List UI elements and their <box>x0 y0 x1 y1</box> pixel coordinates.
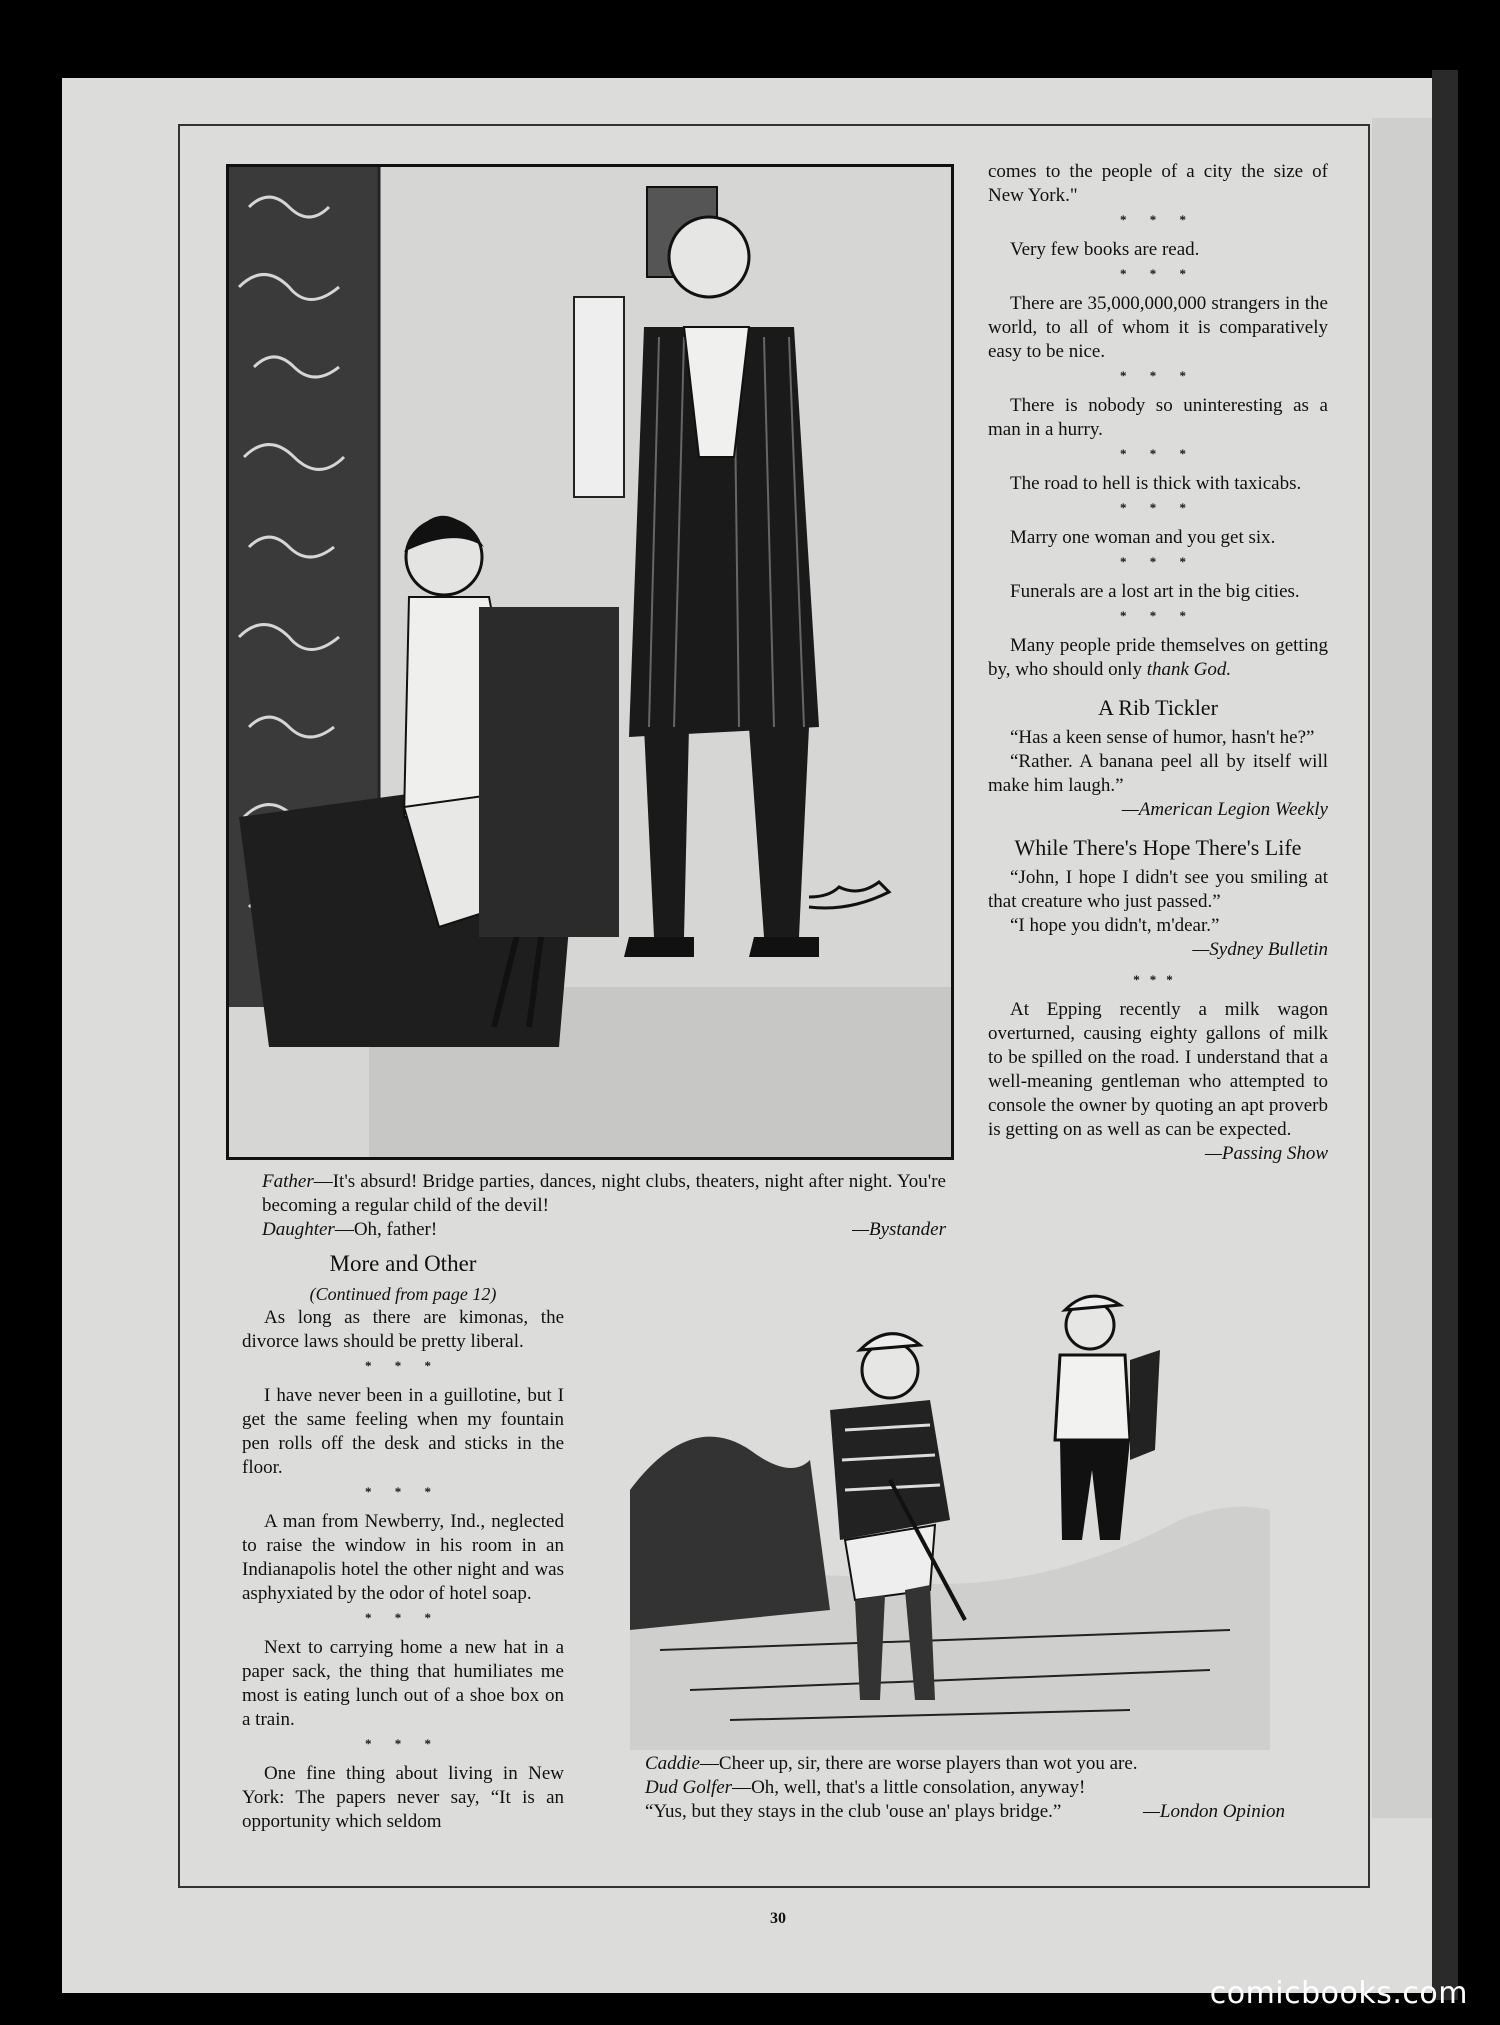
separator-stars: * * * <box>1120 368 1196 383</box>
golfer-line: —Oh, well, that's a little consolation, anyway! <box>732 1777 1086 1798</box>
rib-tickler-credit: —American Legion Weekly <box>1121 799 1328 820</box>
joke-item: I have never been in a guillotine, but I get the same feeling when my fountain pen rolls off the desk and sticks in the floor. <box>242 1385 564 1478</box>
separator-stars: * * * <box>1120 212 1196 227</box>
joke-item: The road to hell is thick with taxicabs. <box>1010 473 1302 494</box>
joke-item: Very few books are read. <box>1010 239 1200 260</box>
left-column <box>242 1250 564 1834</box>
cartoon-father-daughter-drawing <box>229 167 951 1157</box>
cartoon2-caption <box>645 1752 1285 1824</box>
separator-stars: * * * <box>365 1736 441 1751</box>
daughter-line: —Oh, father! <box>334 1219 438 1240</box>
joke-item: One fine thing about living in New York: The papers never say, “It is an opportunity which seldom <box>242 1763 564 1832</box>
separator-stars: * * * <box>365 1610 441 1625</box>
separator-stars: * * * <box>1120 554 1196 569</box>
hope-credit: —Sydney Bulletin <box>1192 939 1328 960</box>
separator-stars: * * * <box>1120 446 1196 461</box>
epping-story: At Epping recently a milk wagon overturned, causing eighty gallons of milk to be spilled on the road. I understand that a well-meaning gentleman who attempted to console the owner by quoting an apt proverb is getting on as well as can be expected. <box>988 999 1328 1140</box>
joke-item: As long as there are kimonas, the divorce laws should be pretty liberal. <box>242 1307 564 1352</box>
hope-line2: “I hope you didn't, m'dear.” <box>1010 915 1220 936</box>
joke-item-text: Many people pride themselves on getting by, who should only <box>988 635 1328 680</box>
page-number: 30 <box>770 1910 786 1927</box>
epping-credit: —Passing Show <box>1205 1143 1328 1164</box>
book-spine-edge <box>1432 70 1458 2000</box>
joke-item-italic: thank God. <box>1146 659 1232 680</box>
cartoon-golfers <box>630 1290 1270 1750</box>
right-column <box>988 160 1328 1166</box>
caddie-line: —Cheer up, sir, there are worse players than wot you are. <box>699 1753 1138 1774</box>
cartoon1-caption <box>262 1170 946 1242</box>
hope-title: While There's Hope There's Life <box>1014 835 1302 860</box>
cartoon1-credit: —Bystander <box>852 1219 946 1240</box>
joke-item: Marry one woman and you get six. <box>1010 527 1276 548</box>
separator-stars: * * * <box>1120 266 1196 281</box>
joke-item: Funerals are a lost art in the big cities. <box>1010 581 1300 602</box>
rib-tickler-line2: “Rather. A banana peel all by itself will make him laugh.” <box>988 751 1328 796</box>
continued-note: (Continued from page 12) <box>309 1284 497 1304</box>
cartoon2-credit: —London Opinion <box>1143 1801 1285 1822</box>
daughter-speaker-label: Daughter <box>262 1219 335 1240</box>
continued-paragraph: comes to the people of a city the size of New York." <box>988 161 1328 206</box>
section-title: More and Other <box>329 1251 477 1276</box>
separator-stars: * * * <box>1120 500 1196 515</box>
golfer-speaker-label: Dud Golfer <box>645 1777 733 1798</box>
joke-item: There are 35,000,000,000 strangers in the world, to all of whom it is comparatively easy to be nice. <box>988 293 1328 362</box>
separator-stars: * * * <box>1120 608 1196 623</box>
father-line: —It's absurd! Bridge parties, dances, night clubs, theaters, night after night. You're becoming a regular child of the devil! <box>262 1171 946 1216</box>
separator-stars: *** <box>1133 972 1183 987</box>
caddie-reply: “Yus, but they stays in the club 'ouse an' plays bridge.” <box>645 1801 1062 1822</box>
facing-page-bleed <box>1372 118 1432 1818</box>
joke-item <box>988 634 1328 682</box>
separator-stars: * * * <box>365 1358 441 1373</box>
joke-item: Next to carrying home a new hat in a paper sack, the thing that humiliates me most is eating lunch out of a shoe box on a train. <box>242 1637 564 1730</box>
joke-item: A man from Newberry, Ind., neglected to raise the window in his room in an Indianapolis hotel the other night and was asphyxiated by the odor of hotel soap. <box>242 1511 564 1604</box>
father-speaker-label: Father <box>262 1171 314 1192</box>
caddie-speaker-label: Caddie <box>645 1753 700 1774</box>
hope-line1: “John, I hope I didn't see you smiling at that creature who just passed.” <box>988 867 1328 912</box>
rib-tickler-line1: “Has a keen sense of humor, hasn't he?” <box>1010 727 1315 748</box>
cartoon-father-daughter <box>226 164 954 1160</box>
cartoon-golfers-drawing <box>630 1290 1270 1750</box>
joke-item: There is nobody so uninteresting as a man in a hurry. <box>988 395 1328 440</box>
site-watermark: comicbooks.com <box>1209 1976 1468 2011</box>
separator-stars: * * * <box>365 1484 441 1499</box>
rib-tickler-title: A Rib Tickler <box>1098 695 1218 720</box>
